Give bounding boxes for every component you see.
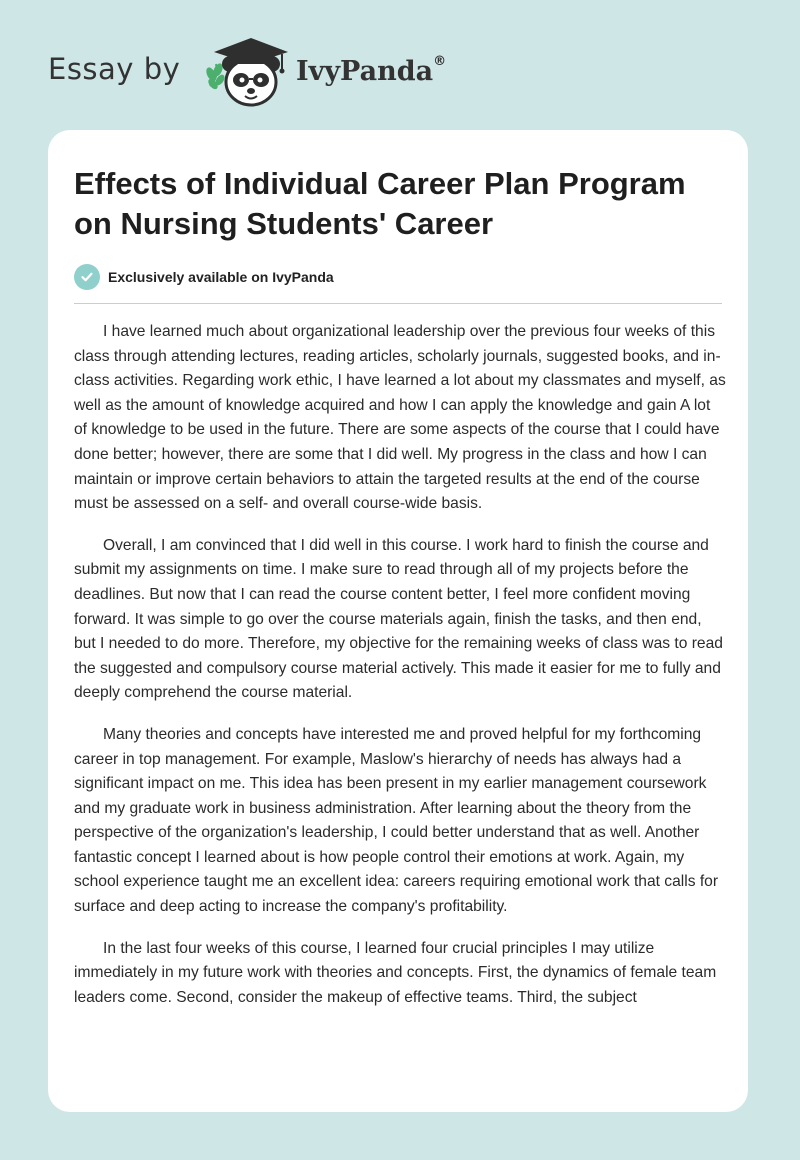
exclusive-label: Exclusively available on IvyPanda: [108, 269, 334, 285]
paragraph: Many theories and concepts have interested me and proved helpful for my forthcoming career in top management. For example, Maslow's hierarchy of needs has always had a significant impact on me. This idea has been present in my earlier management coursework and my graduate work in business administration. After learning about the theory from the perspective of the organization's leadership, I could better understand that as well. Another fantastic concept I learned about is how people control their emotions at work. Again, my school experience taught me an excellent idea: careers requiring emotional work that calls for surface and deep acting to increase the company's profitability.: [74, 725, 719, 916]
brand-name[interactable]: IvyPanda®: [296, 54, 447, 87]
divider: [74, 303, 722, 304]
panda-graduate-icon[interactable]: [202, 34, 292, 110]
check-icon: [74, 264, 100, 290]
paragraph: In the last four weeks of this course, I learned four crucial principles I may utilize immediately in my future work with theories and concepts. First, the dynamics of female team leaders come. Second, consider the makeup of effective teams. Third, the subject: [74, 939, 717, 1006]
exclusive-badge: [74, 264, 334, 290]
essay-body: [74, 320, 726, 1027]
page-title: Effects of Individual Career Plan Program on Nursing Students' Career: [74, 166, 686, 241]
essay-card: [48, 130, 748, 1112]
paragraph: Overall, I am convinced that I did well in this course. I work hard to finish the course and submit my assignments on time. I make sure to read through all of my projects before the deadlines. But now that I can read the course content better, I feel more confident moving forward. It was simple to go over the course materials again, finish the tasks, and then end, but I needed to do more. Therefore, my objective for the remaining weeks of class was to read the suggested and compulsory course material actively. This made it easier for me to fully and deeply comprehend the course material.: [74, 536, 723, 702]
site-header: [48, 34, 548, 110]
essay-by-label: Essay by: [48, 52, 181, 86]
registered-mark: ®: [433, 54, 447, 69]
paragraph: I have learned much about organizational leadership over the previous four weeks of this class through attending lectures, reading articles, scholarly journals, suggested books, and in-class activities. Regarding work ethic, I have learned a lot about my classmates and myself, as well as the amount of knowledge acquired and how I can apply the knowledge and gain A lot of knowledge to be used in the future. There are some aspects of the course that I could have done better; however, there are some that I did well. My progress in the class and how I can maintain or improve certain behaviors to attain the targeted results at the end of the course must be assessed on a self- and overall course-wide basis.: [74, 323, 726, 513]
